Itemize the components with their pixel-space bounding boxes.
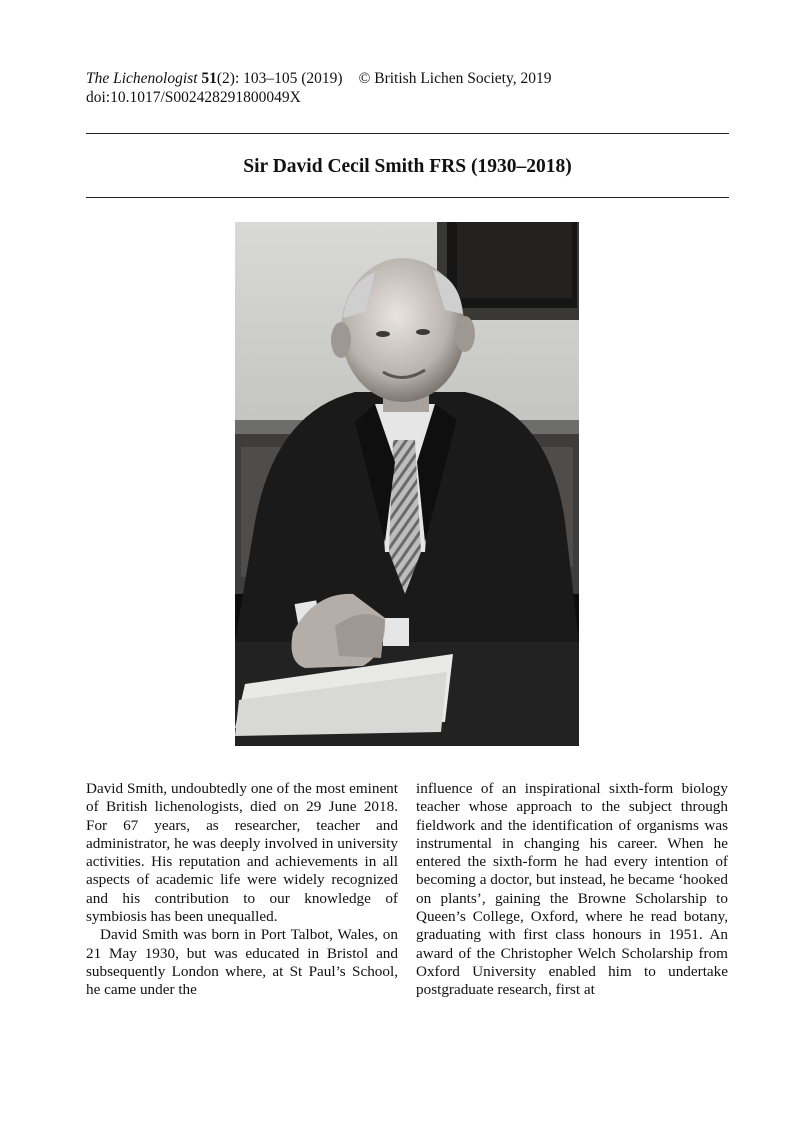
journal-name: The Lichenologist xyxy=(86,70,198,87)
paragraph: David Smith was born in Port Talbot, Wales, on 21 May 1930, but was educated in Bristol and subsequently London where, at St Paul’s School, he came under the xyxy=(86,926,398,999)
journal-volume: 51 xyxy=(201,70,217,87)
top-rule xyxy=(86,133,729,134)
doi-line[interactable]: doi:10.1017/S002428291800049X xyxy=(86,89,301,106)
text-column-right xyxy=(416,780,728,1000)
copyright-notice: © British Lichen Society, 2019 xyxy=(358,70,552,87)
article-title: Sir David Cecil Smith FRS (1930–2018) xyxy=(243,156,572,177)
journal-header xyxy=(86,69,551,107)
journal-issue-pages: (2): 103–105 (2019) xyxy=(216,70,343,87)
text-column-left xyxy=(86,780,398,1000)
bottom-rule xyxy=(86,197,729,198)
portrait-photo xyxy=(235,222,579,746)
paragraph: David Smith, undoubtedly one of the most eminent of British lichenologists, died on 29 June 2018. For 67 years, as researcher, teacher and administrator, he was deeply involved in university activities. His reputation and achievements in all aspects of academic life were widely recognized and his contribution to our knowledge of symbiosis has been unequalled. xyxy=(86,780,398,926)
citation-line xyxy=(86,69,551,88)
paragraph: influence of an inspirational sixth-form biology teacher whose approach to the subject through fieldwork and the identification of organisms was instrumental in changing his career. When he entered the sixth-form he had every intention of becoming a doctor, but instead, he became ‘hooked on plants’, gaining the Browne Scholarship to Queen’s College, Oxford, where he read botany, graduating with first class honours in 1951. An award of the Christopher Welch Scholarship from Oxford University enabled him to undertake postgraduate research, first at xyxy=(416,780,728,999)
